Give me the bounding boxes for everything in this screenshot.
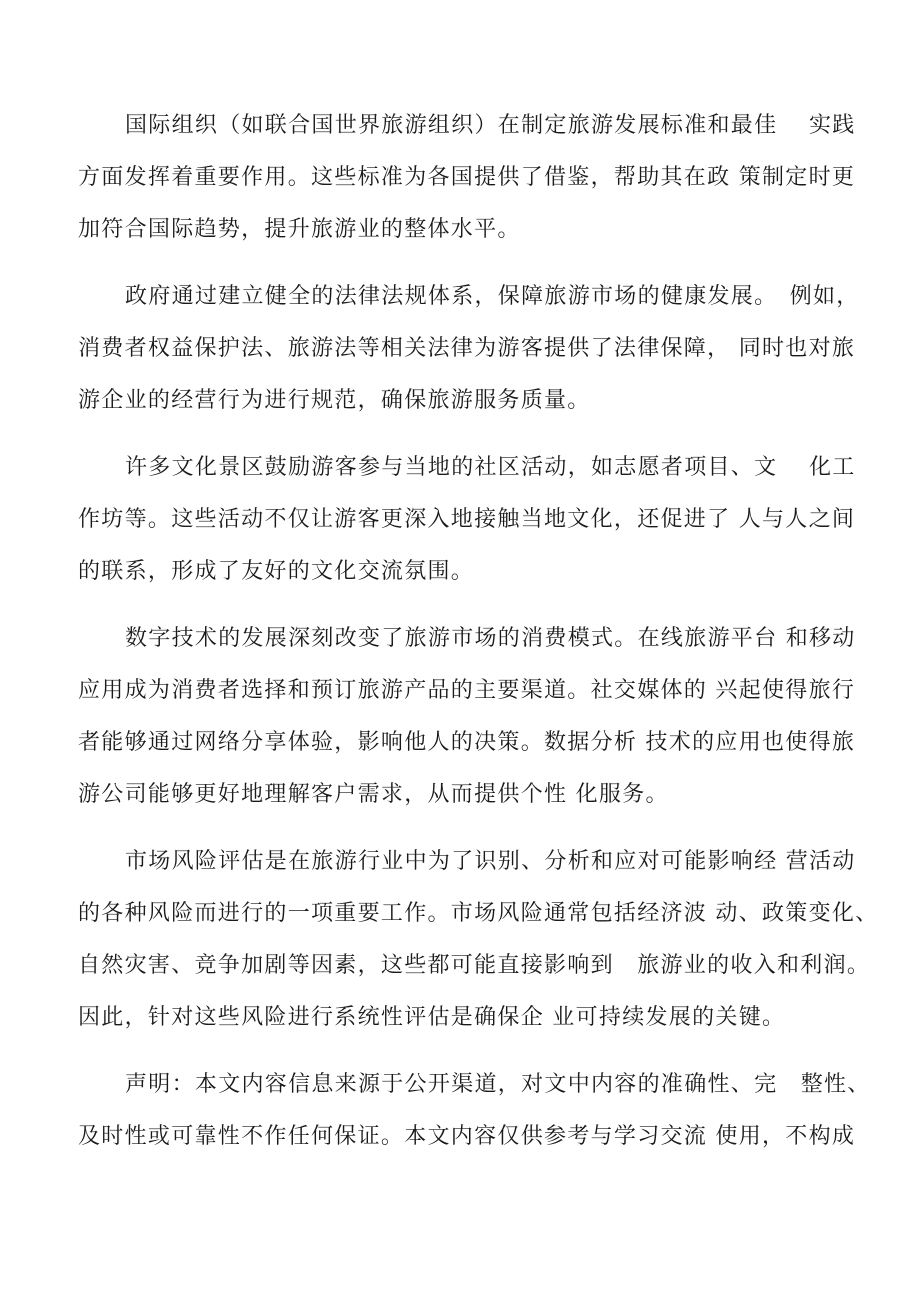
- paragraph-line: 国际组织（如联合国世界旅游组织）在制定旅游发展标准和最佳 实践: [125, 113, 856, 138]
- paragraph-line: 市场风险评估是在旅游行业中为了识别、分析和应对可能影响经 营活动: [125, 849, 856, 874]
- paragraph-line: 许多文化景区鼓励游客参与当地的社区活动，如志愿者项目、文 化工: [125, 455, 856, 480]
- paragraph-line: 方面发挥着重要作用。这些标准为各国提供了借鉴，帮助其在政 策制定时更: [78, 165, 856, 190]
- paragraph-line: 政府通过建立健全的法律法规体系，保障旅游市场的健康发展。 例如，: [125, 284, 860, 309]
- paragraph-line: 作坊等。这些活动不仅让游客更深入地接触当地文化，还促进了 人与人之间: [78, 507, 856, 532]
- paragraph-line: 及时性或可靠性不作任何保证。本文内容仅供参考与学习交流 使用，不构成: [78, 1124, 856, 1149]
- paragraph-line: 消费者权益保护法、旅游法等相关法律为游客提供了法律保障， 同时也对旅: [78, 336, 856, 361]
- paragraph-line: 游企业的经营行为进行规范，确保旅游服务质量。: [78, 388, 591, 413]
- paragraph-line: 的各种风险而进行的一项重要工作。市场风险通常包括经济波 动、政策变化、: [78, 901, 879, 926]
- paragraph-line: 者能够通过网络分享体验，影响他人的决策。数据分析 技术的应用也使得旅: [78, 730, 856, 755]
- paragraph-line: 游公司能够更好地理解客户需求，从而提供个性 化服务。: [78, 782, 669, 807]
- paragraph-line: 的联系，形成了友好的文化交流氛围。: [78, 559, 475, 584]
- paragraph-line: 应用成为消费者选择和预订旅游产品的主要渠道。社交媒体的 兴起使得旅行: [78, 678, 856, 703]
- paragraph-line: 因此，针对这些风险进行系统性评估是确保企 业可持续发展的关键。: [78, 1005, 786, 1030]
- paragraph-line: 声明：本文内容信息来源于公开渠道，对文中内容的准确性、完 整性、: [125, 1072, 871, 1097]
- paragraph-line: 自然灾害、竞争加剧等因素，这些都可能直接影响到 旅游业的收入和利润。: [78, 953, 871, 978]
- paragraph-line: 加符合国际趋势，提升旅游业的整体水平。: [78, 217, 521, 242]
- paragraph-line: 数字技术的发展深刻改变了旅游市场的消费模式。在线旅游平台 和移动: [125, 626, 856, 651]
